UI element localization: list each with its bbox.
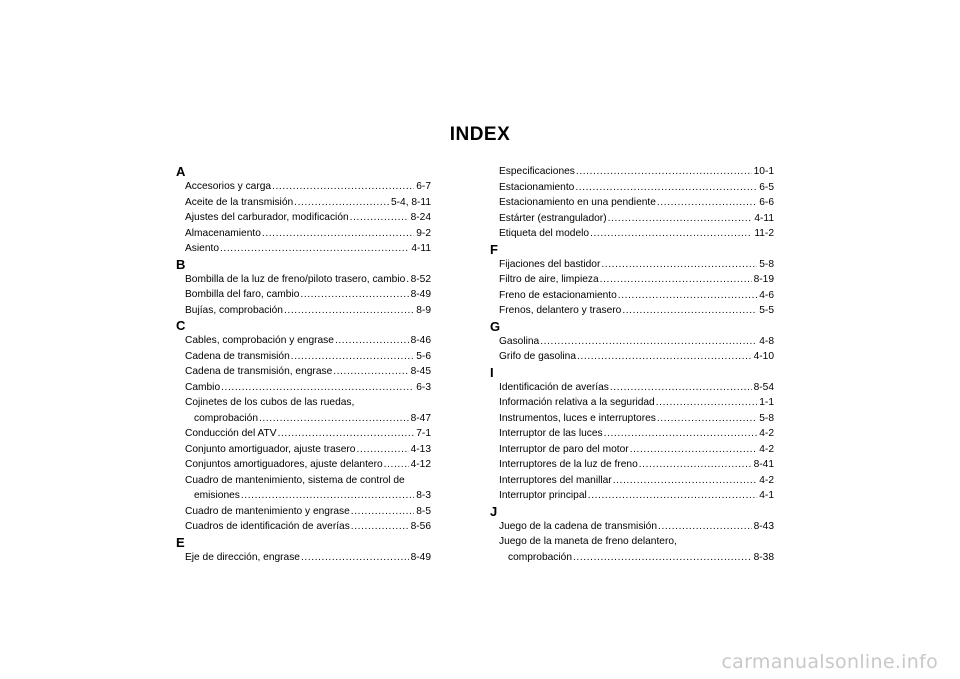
- index-entry-label: Juego de la maneta de freno delantero,: [499, 536, 677, 547]
- index-entry-page: 5-6: [416, 350, 431, 362]
- index-entry-page: 5-4, 8-11: [390, 196, 431, 208]
- dot-leader: [600, 272, 752, 288]
- index-entry-page: 4-12: [410, 459, 431, 470]
- dot-leader: [272, 179, 414, 195]
- index-column-left: [176, 164, 431, 565]
- index-entry-page: 8-9: [416, 304, 431, 316]
- index-entry-label: Ajustes del carburador, modificación: [185, 212, 349, 223]
- index-entry-label: Cadena de transmisión: [185, 350, 290, 362]
- index-entry-page: 8-38: [753, 551, 774, 563]
- dot-leader: [573, 550, 752, 566]
- index-entry-label: Cojinetes de los cubos de las ruedas,: [185, 397, 355, 408]
- dot-leader: [356, 442, 408, 458]
- index-entry-page: 6-7: [416, 181, 431, 192]
- dot-leader: [622, 303, 757, 319]
- index-entry-label: Interruptor de las luces: [499, 428, 603, 439]
- index-entry: [490, 180, 774, 196]
- index-entry-label: Interruptor principal: [499, 490, 587, 501]
- index-entry-page: 4-2: [759, 443, 774, 455]
- index-entry-page: 8-46: [410, 335, 431, 346]
- index-entry-label: Estacionamiento en una pendiente: [499, 197, 656, 208]
- index-entry-label: Fijaciones del bastidor: [499, 258, 601, 270]
- index-entry-label: Cables, comprobación y engrase: [185, 335, 334, 346]
- index-entry-page: 6-3: [416, 381, 431, 393]
- dot-leader: [608, 211, 753, 227]
- index-entry-label: Conjuntos amortiguadores, ajuste delantero: [185, 459, 383, 470]
- section-letter: J: [490, 503, 498, 519]
- index-entry: [176, 241, 431, 257]
- index-entry: [176, 272, 431, 288]
- index-entry-label: Cuadro de mantenimiento, sistema de control de: [185, 474, 405, 486]
- index-entry-continuation: comprobación: [508, 551, 572, 563]
- index-entry-page: 4-2: [759, 428, 774, 439]
- index-entry-page: 8-49: [410, 551, 431, 563]
- index-entry-page: 4-2: [759, 474, 774, 486]
- page-title: INDEX: [449, 124, 511, 145]
- dot-leader: [284, 303, 414, 319]
- index-entry-label: Interruptores de la luz de freno: [499, 459, 638, 470]
- index-entry: [490, 226, 774, 242]
- dot-leader: [291, 349, 415, 365]
- index-entry-label: Asiento: [185, 243, 219, 254]
- index-entry-label: Frenos, delantero y trasero: [499, 305, 622, 316]
- index-entry: [176, 550, 431, 566]
- index-column-right: [490, 164, 774, 565]
- index-entry-page: 4-1: [759, 490, 774, 501]
- dot-leader: [540, 334, 757, 350]
- dot-leader: [384, 457, 409, 473]
- index-entry-label: Bujías, comprobación: [185, 304, 283, 316]
- index-entry-label: Estacionamiento: [499, 181, 575, 193]
- index-entry: [490, 473, 774, 489]
- index-entry: [490, 411, 774, 427]
- index-entry-label: Bombilla de la luz de freno/piloto trasero, cambio: [185, 273, 406, 285]
- dot-leader: [630, 442, 758, 458]
- index-entry: [176, 303, 431, 319]
- index-entry-label: Cuadro de mantenimiento y engrase: [185, 505, 350, 517]
- index-entry: [176, 442, 431, 458]
- index-entry-label: Aceite de la transmisión: [185, 196, 294, 208]
- dot-leader: [588, 488, 757, 504]
- index-entry: [490, 395, 774, 411]
- index-entry-label: Instrumentos, luces e interruptores: [499, 412, 656, 424]
- index-entry-label: Conducción del ATV: [185, 428, 277, 439]
- index-entry: [176, 380, 431, 396]
- index-entry-page: 1-1: [759, 397, 774, 408]
- index-entry: [176, 411, 431, 427]
- index-entry: [176, 426, 431, 442]
- index-entry-page: 4-10: [753, 351, 774, 362]
- index-entry: [176, 488, 431, 504]
- index-entry-label: Filtro de aire, limpieza: [499, 274, 599, 285]
- index-entry-page: 5-5: [759, 305, 774, 316]
- section-letter: F: [490, 241, 498, 257]
- index-entry: [490, 164, 774, 180]
- index-entry-label: Cambio: [185, 381, 221, 393]
- index-entry-label: Juego de la cadena de transmisión: [499, 520, 658, 532]
- dot-leader: [301, 550, 409, 566]
- index-entry-label: Accesorios y carga: [185, 181, 272, 192]
- dot-leader: [618, 288, 757, 304]
- section-letter: A: [176, 164, 186, 179]
- dot-leader: [613, 473, 758, 489]
- index-entry-label: Gasolina: [499, 335, 540, 347]
- index-entry: [490, 349, 774, 365]
- index-entry-page: 4-8: [759, 335, 774, 347]
- index-entry: [490, 519, 774, 535]
- index-entry-page: 8-47: [410, 412, 431, 424]
- dot-leader: [601, 257, 757, 273]
- index-entry: [490, 380, 774, 396]
- index-entry-page: 8-56: [410, 521, 431, 532]
- index-entry-page: 8-45: [410, 366, 431, 377]
- dot-leader: [300, 287, 408, 303]
- index-entry: [176, 287, 431, 303]
- index-entry-label: Cuadros de identificación de averías: [185, 521, 350, 532]
- index-entry-continuation: comprobación: [194, 412, 258, 424]
- section-letter: C: [176, 318, 186, 333]
- section-letter: E: [176, 534, 185, 550]
- index-entry-page: 8-49: [410, 289, 431, 300]
- index-entry: [176, 333, 431, 349]
- index-entry: [176, 504, 431, 520]
- dot-leader: [604, 426, 758, 442]
- index-entry: [490, 195, 774, 211]
- index-entry-label: Especificaciones: [499, 166, 575, 177]
- dot-leader: [406, 272, 408, 288]
- index-entry-label: Conjunto amortiguador, ajuste trasero: [185, 443, 356, 455]
- dot-leader: [351, 519, 409, 535]
- index-entry-page: 8-5: [416, 505, 431, 517]
- index-entry: [490, 303, 774, 319]
- index-entry-label: Grifo de gasolina: [499, 351, 577, 362]
- dot-leader: [259, 411, 409, 427]
- index-entry-label: Interruptor de paro del motor: [499, 443, 629, 455]
- index-entry-page: 10-1: [753, 166, 774, 177]
- dot-leader: [333, 364, 408, 380]
- watermark: carmanualsonline.info: [721, 651, 938, 673]
- index-entry-page: 4-13: [410, 443, 431, 455]
- dot-leader: [657, 411, 757, 427]
- index-entry: [176, 179, 431, 195]
- dot-leader: [639, 457, 752, 473]
- index-entry-page: 4-11: [411, 243, 431, 254]
- index-entry-page: 5-8: [759, 412, 774, 424]
- dot-leader: [351, 504, 414, 520]
- index-entry: [490, 488, 774, 504]
- index-entry: [490, 334, 774, 350]
- index-entry-label: Interruptores del manillar: [499, 474, 612, 486]
- dot-leader: [221, 380, 414, 396]
- index-entry: [176, 195, 431, 211]
- index-entry: [490, 257, 774, 273]
- dot-leader: [577, 349, 752, 365]
- index-entry-page: 8-52: [410, 273, 431, 285]
- index-entry-page: 6-6: [759, 197, 774, 208]
- index-entry: [490, 272, 774, 288]
- dot-leader: [656, 395, 758, 411]
- dot-leader: [294, 195, 389, 211]
- index-entry-page: 5-8: [759, 258, 774, 270]
- dot-leader: [575, 180, 757, 196]
- index-entry-page: 8-24: [410, 212, 431, 223]
- dot-leader: [350, 210, 409, 226]
- index-entry: [176, 226, 431, 242]
- dot-leader: [241, 488, 414, 504]
- index-entry: [490, 288, 774, 304]
- index-entry: [490, 442, 774, 458]
- index-entry-page: 7-1: [416, 428, 431, 439]
- index-entry: [176, 457, 431, 473]
- section-letter: I: [490, 364, 494, 380]
- index-entry-label: Etiqueta del modelo: [499, 228, 590, 239]
- index-entry-page: 6-5: [759, 181, 774, 193]
- index-entry-continuation: emisiones: [194, 490, 240, 501]
- index-entry-label: Cadena de transmisión, engrase: [185, 366, 333, 377]
- dot-leader: [610, 380, 752, 396]
- index-entry-label: Bombilla del faro, cambio: [185, 289, 300, 300]
- index-entry-page: 8-54: [753, 381, 774, 393]
- index-entry: [176, 210, 431, 226]
- index-entry-page: 9-2: [416, 227, 431, 239]
- dot-leader: [590, 226, 752, 242]
- index-entry: [490, 211, 774, 227]
- index-entry-page: 8-41: [753, 459, 774, 470]
- dot-leader: [658, 519, 752, 535]
- section-letter: B: [176, 256, 186, 272]
- index-entry-label: Información relativa a la seguridad: [499, 397, 655, 408]
- index-entry-label: Almacenamiento: [185, 227, 261, 239]
- index-entry: [490, 426, 774, 442]
- index-entry-page: 11-2: [754, 228, 774, 239]
- dot-leader: [220, 241, 409, 257]
- index-entry-label: Estárter (estrangulador): [499, 212, 607, 224]
- dot-leader: [657, 195, 757, 211]
- index-entry-label: Freno de estacionamiento: [499, 289, 617, 301]
- index-entry-label: Eje de dirección, engrase: [185, 551, 300, 563]
- index-entry-page: 8-19: [753, 274, 774, 285]
- dot-leader: [262, 226, 414, 242]
- index-entry-page: 8-3: [416, 490, 431, 501]
- index-entry: [490, 457, 774, 473]
- dot-leader: [278, 426, 415, 442]
- index-entry-label: Identificación de averías: [499, 381, 609, 393]
- index-entry-page: 4-11: [754, 212, 774, 224]
- index-entry-page: 4-6: [759, 289, 774, 301]
- index-entry-page: 8-43: [753, 520, 774, 532]
- index-entry: [490, 550, 774, 566]
- index-entry: [176, 519, 431, 535]
- index-entry: [176, 349, 431, 365]
- index-entry: [176, 364, 431, 380]
- dot-leader: [576, 164, 752, 180]
- section-letter: G: [490, 318, 501, 334]
- dot-leader: [335, 333, 409, 349]
